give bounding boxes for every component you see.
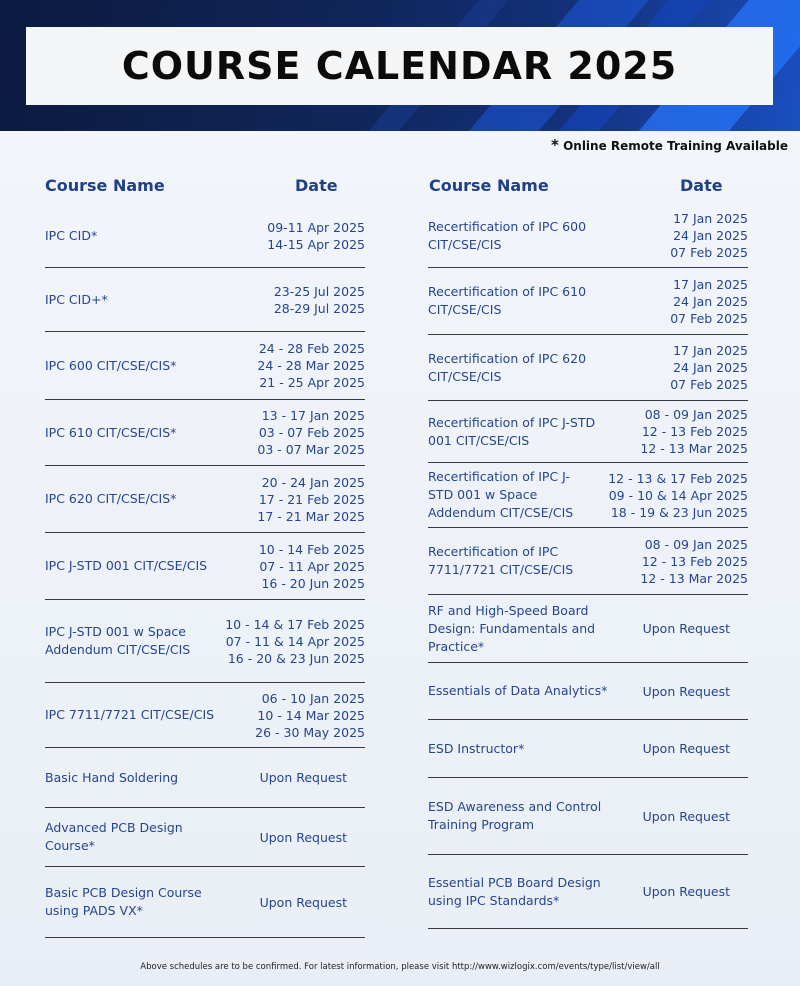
- date-line: 28-29 Jul 2025: [273, 300, 365, 316]
- course-dates: [608, 470, 748, 521]
- date-line: 17 - 21 Mar 2025: [257, 508, 365, 524]
- course-dates: [643, 620, 730, 637]
- course-dates: [670, 342, 748, 393]
- course-row: [45, 268, 365, 332]
- course-name: IPC J-STD 001 CIT/CSE/CIS: [45, 558, 208, 573]
- date-line: 16 - 20 Jun 2025: [261, 575, 365, 591]
- date-line: 07 Feb 2025: [670, 310, 748, 326]
- course-row: [428, 528, 748, 595]
- course-name: IPC CID*: [45, 227, 98, 243]
- date-line: 24 Jan 2025: [673, 228, 748, 243]
- course-row: [45, 600, 365, 683]
- course-dates: [257, 407, 365, 458]
- course-row: [45, 683, 365, 748]
- course-dates: [643, 740, 730, 757]
- course-dates: [257, 474, 365, 525]
- date-line: 17 Jan 2025: [673, 276, 748, 292]
- date-line: Upon Request: [259, 770, 347, 785]
- date-line: 07 Feb 2025: [670, 245, 748, 260]
- date-line: 07 - 11 & 14 Apr 2025: [225, 633, 365, 649]
- date-line: Upon Request: [642, 741, 730, 756]
- course-dates: [643, 883, 730, 900]
- course-name: IPC 7711/7721 CIT/CSE/CIS: [45, 707, 215, 722]
- header-banner: [0, 0, 800, 131]
- course-name: Essential PCB Board Design using IPC Standards*: [428, 874, 601, 908]
- course-dates: [257, 340, 365, 391]
- course-row: [45, 466, 365, 533]
- date-line: 07 - 11 Apr 2025: [259, 558, 365, 574]
- title-box: [26, 27, 773, 105]
- course-row: [428, 204, 748, 268]
- course-row: [428, 335, 748, 401]
- date-line: 09-11 Apr 2025: [267, 219, 365, 235]
- date-line: 21 - 25 Apr 2025: [259, 375, 365, 390]
- date-line: 08 - 09 Jan 2025: [644, 407, 748, 422]
- date-line: 08 - 09 Jan 2025: [644, 536, 748, 552]
- course-name: Recertification of IPC 7711/7721 CIT/CSE/CIS: [428, 544, 574, 577]
- course-name: Recertification of IPC J-STD 001 w Space Addendum CIT/CSE/CIS: [428, 469, 574, 520]
- course-name: Recertification of IPC 620 CIT/CSE/CIS: [428, 350, 587, 384]
- date-line: 17 - 21 Feb 2025: [258, 491, 365, 507]
- course-name: Basic PCB Design Course using PADS VX*: [45, 885, 202, 918]
- asterisk-marker: *: [551, 136, 559, 154]
- date-line: 26 - 30 May 2025: [255, 724, 365, 740]
- date-line: Upon Request: [259, 894, 347, 910]
- course-row: [45, 533, 365, 600]
- date-line: 18 - 19 & 23 Jun 2025: [610, 504, 748, 520]
- footer-note: Above schedules are to be confirmed. For latest information, please visit http://www.wizlogix.com/events/type/list/view/all: [140, 962, 660, 972]
- date-line: 12 - 13 & 17 Feb 2025: [608, 470, 748, 486]
- course-row: [45, 808, 365, 867]
- date-line: 12 - 13 Mar 2025: [640, 570, 748, 586]
- course-dates: [670, 210, 748, 261]
- date-line: Upon Request: [642, 808, 730, 824]
- course-name: Recertification of IPC 600 CIT/CSE/CIS: [428, 218, 587, 252]
- course-dates: [640, 406, 748, 457]
- course-name: IPC J-STD 001 w Space Addendum CIT/CSE/CIS: [45, 624, 191, 657]
- right-course-name-header: Course Name: [429, 176, 549, 195]
- online-note-text: Online Remote Training Available: [563, 139, 788, 153]
- date-line: Upon Request: [259, 829, 347, 845]
- date-line: 06 - 10 Jan 2025: [261, 690, 365, 706]
- left-course-name-header: Course Name: [45, 176, 165, 195]
- date-line: 16 - 20 & 23 Jun 2025: [227, 650, 365, 666]
- date-line: 24 Jan 2025: [673, 293, 748, 309]
- date-line: 07 Feb 2025: [670, 377, 748, 392]
- date-line: 09 - 10 & 14 Apr 2025: [608, 487, 748, 503]
- date-line: 12 - 13 Feb 2025: [641, 424, 748, 439]
- date-line: 10 - 14 Feb 2025: [258, 541, 365, 557]
- course-name: Recertification of IPC J-STD 001 CIT/CSE/CIS: [428, 414, 596, 448]
- date-line: 24 - 28 Mar 2025: [257, 358, 365, 373]
- course-row: [45, 748, 365, 808]
- course-name: Recertification of IPC 610 CIT/CSE/CIS: [428, 284, 587, 317]
- course-row: [428, 268, 748, 335]
- course-row: [428, 595, 748, 663]
- course-dates: [259, 541, 365, 592]
- page-title: COURSE CALENDAR 2025: [121, 44, 678, 88]
- date-line: Upon Request: [642, 621, 730, 636]
- course-dates: [260, 829, 347, 846]
- course-name: IPC 620 CIT/CSE/CIS*: [45, 491, 177, 506]
- course-name: ESD Awareness and Control Training Program: [428, 799, 602, 832]
- date-line: 23-25 Jul 2025: [273, 283, 365, 299]
- course-name: Essentials of Data Analytics*: [428, 683, 608, 698]
- course-name: RF and High-Speed Board Design: Fundamentals and Practice*: [428, 602, 596, 654]
- course-row: [428, 855, 748, 929]
- course-dates: [643, 683, 730, 700]
- date-line: 24 - 28 Feb 2025: [258, 341, 365, 356]
- course-name: ESD Instructor*: [428, 740, 525, 756]
- course-dates: [267, 219, 365, 253]
- date-line: 03 - 07 Mar 2025: [257, 442, 365, 457]
- course-row: [428, 463, 748, 528]
- date-line: 03 - 07 Feb 2025: [258, 425, 365, 440]
- right-date-header: Date: [680, 176, 723, 195]
- date-line: Upon Request: [642, 683, 730, 699]
- course-name: IPC 600 CIT/CSE/CIS*: [45, 357, 177, 373]
- date-line: 12 - 13 Feb 2025: [641, 553, 748, 569]
- date-line: 20 - 24 Jan 2025: [261, 474, 365, 490]
- online-training-note: [551, 136, 788, 154]
- course-row: [45, 204, 365, 268]
- course-row: [428, 720, 748, 778]
- course-row: [428, 401, 748, 463]
- date-line: 17 Jan 2025: [673, 211, 748, 226]
- course-dates: [640, 536, 748, 587]
- course-name: Basic Hand Soldering: [45, 769, 179, 785]
- course-dates: [670, 276, 748, 327]
- course-dates: [274, 283, 365, 317]
- course-name: IPC CID+*: [45, 291, 108, 307]
- date-line: 14-15 Apr 2025: [267, 236, 365, 252]
- date-line: 10 - 14 Mar 2025: [257, 707, 365, 723]
- course-row: [45, 400, 365, 466]
- date-line: 12 - 13 Mar 2025: [640, 441, 748, 456]
- left-date-header: Date: [295, 176, 338, 195]
- course-row: [45, 332, 365, 400]
- course-dates: [260, 769, 347, 786]
- date-line: 17 Jan 2025: [673, 343, 748, 358]
- course-dates: [643, 808, 730, 825]
- course-row: [428, 663, 748, 720]
- course-dates: [260, 894, 347, 911]
- course-dates: [225, 616, 365, 667]
- date-line: 10 - 14 & 17 Feb 2025: [225, 616, 365, 632]
- course-dates: [255, 690, 365, 741]
- course-row: [428, 778, 748, 855]
- course-name: Advanced PCB Design Course*: [45, 820, 183, 853]
- course-name: IPC 610 CIT/CSE/CIS*: [45, 424, 177, 440]
- date-line: Upon Request: [642, 884, 730, 899]
- date-line: 24 Jan 2025: [673, 360, 748, 375]
- course-row: [45, 867, 365, 938]
- date-line: 13 - 17 Jan 2025: [261, 408, 365, 423]
